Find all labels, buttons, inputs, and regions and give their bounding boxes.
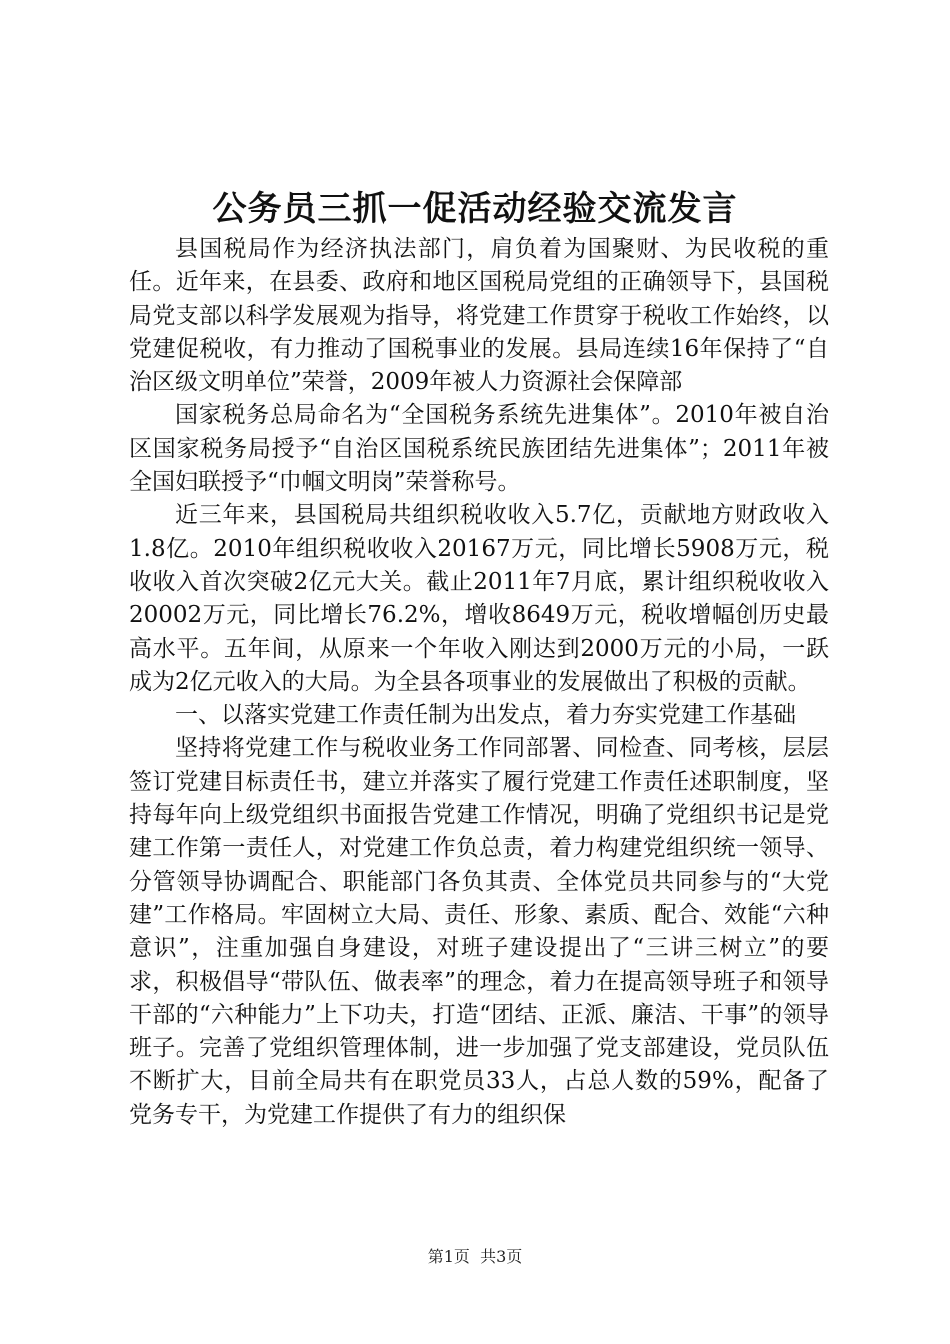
document-body <box>129 233 829 1132</box>
paragraph-4: 坚持将党建工作与税收业务工作同部署、同检查、同考核，层层签订党建目标责任书，建立并落实了履行党建工作责任述职制度，坚持每年向上级党组织书面报告党建工作情况，明确了党组织书记是党建工作第一责任人，对党建工作负总责，着力构建党组织统一领导、分管领导协调配合、职能部门各负其责、全体党员共同参与的“大党建”工作格局。牢固树立大局、责任、形象、素质、配合、效能“六种意识”，注重加强自身建设，对班子建设提出了“三讲三树立”的要求，积极倡导“带队伍、做表率”的理念，着力在提高领导班子和领导干部的“六种能力”上下功夫，打造“团结、正派、廉洁、干事”的领导班子。完善了党组织管理体制，进一步加强了党支部建设，党员队伍不断扩大，目前全局共有在职党员33人，占总人数的59%，配备了党务专干，为党建工作提供了有力的组织保 <box>129 735 829 1128</box>
section-heading-1: 一、以落实党建工作责任制为出发点，着力夯实党建工作基础 <box>175 702 796 729</box>
paragraph-2: 国家税务总局命名为“全国税务系统先进集体”。2010年被自治区国家税务局授予“自治区国税系统民族团结先进集体”；2011年被全国妇联授予“巾帼文明岗”荣誉称号。 <box>129 402 829 496</box>
paragraph-3: 近三年来，县国税局共组织税收收入5.7亿，贡献地方财政收入1.8亿。2010年组织税收收入20167万元，同比增长5908万元，税收收入首次突破2亿元大关。截止2011年7月底，累计组织税收收入20002万元，同比增长76.2%，增收8649万元，税收增幅创历史最高水平。五年间，从原来一个年收入刚达到2000万元的小局，一跃成为2亿元收入的大局。为全县各项事业的发展做出了积极的贡献。 <box>129 502 829 695</box>
paragraph-1: 县国税局作为经济执法部门，肩负着为国聚财、为民收税的重任。近年来，在县委、政府和地区国税局党组的正确领导下，县国税局党支部以科学发展观为指导，将党建工作贯穿于税收工作始终，以党建促税收，有力推动了国税事业的发展。县局连续16年保持了“自治区级文明单位”荣誉，2009年被人力资源社会保障部 <box>129 236 829 396</box>
page-footer: 第1页 共3页 <box>427 1247 523 1266</box>
document-title: 公务员三抓一促活动经验交流发言 <box>212 189 738 229</box>
